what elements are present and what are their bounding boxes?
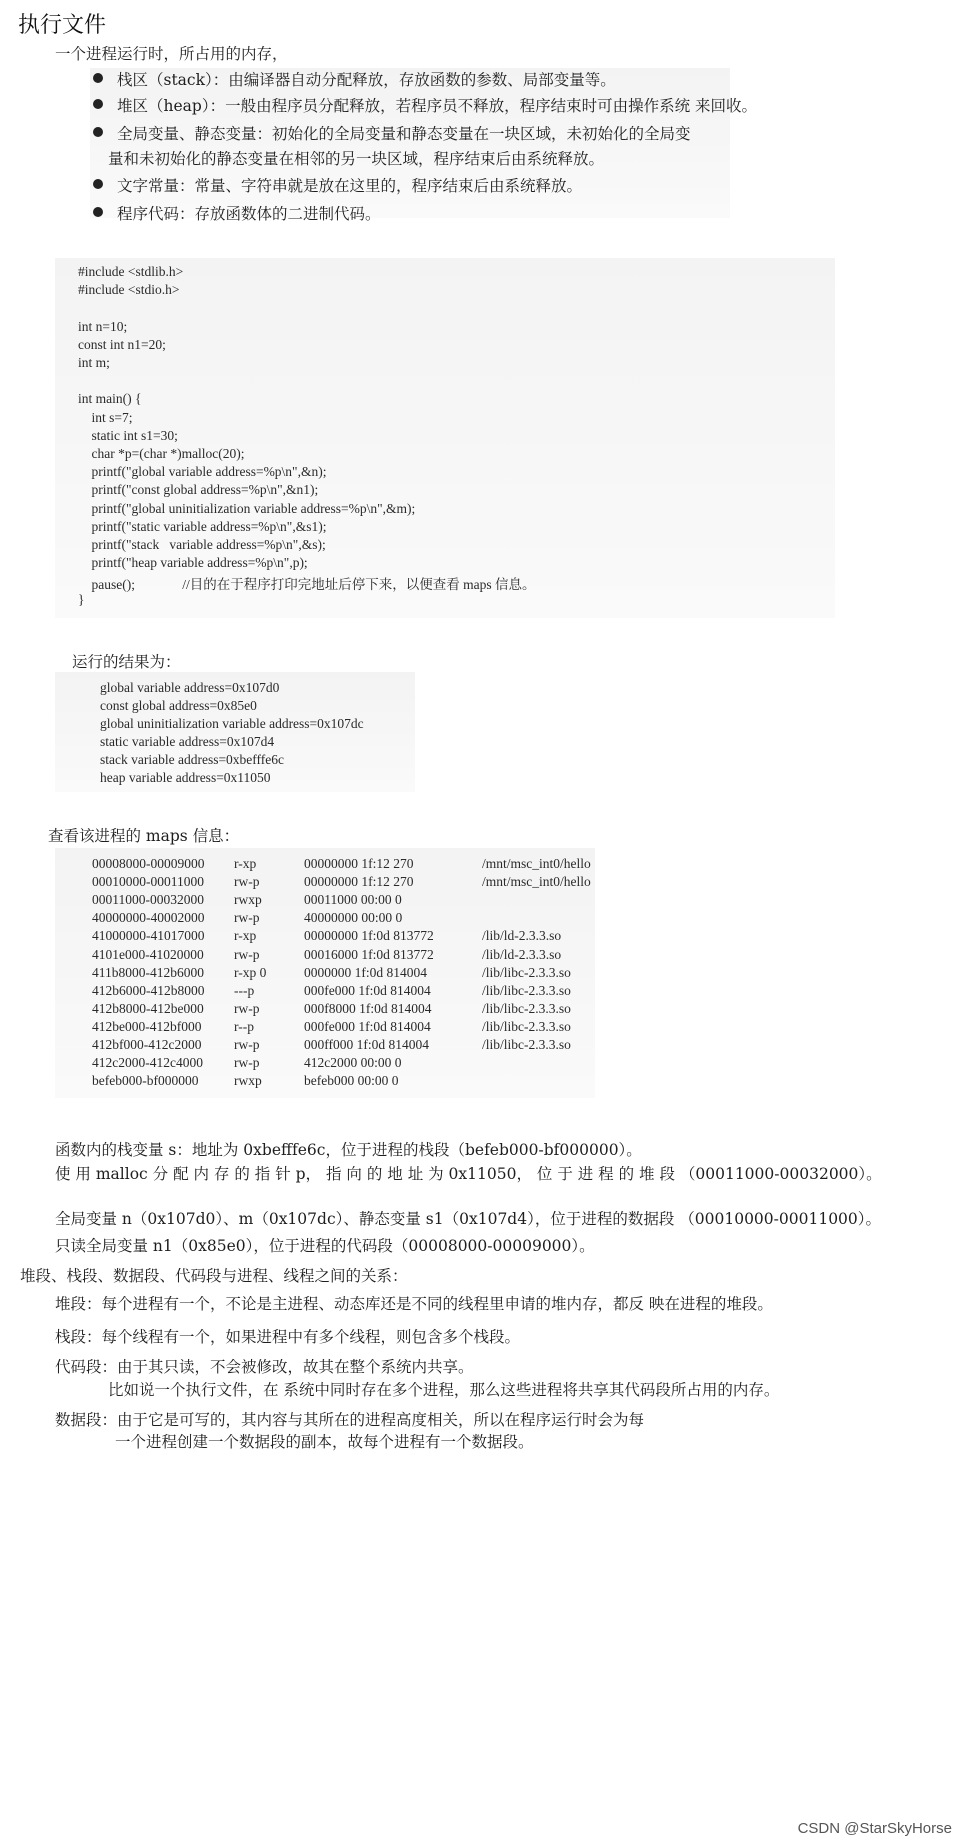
code-line: pause(); //目的在于程序打印完地址后停下来，以便查看 maps 信息。 bbox=[78, 577, 536, 593]
maps-row bbox=[92, 983, 792, 1003]
maps-cell: /lib/libc-2.3.3.so bbox=[482, 1037, 571, 1052]
maps-row bbox=[92, 856, 792, 876]
maps-cell: befeb000-bf000000 bbox=[92, 1073, 199, 1089]
code-line: printf("global uninitialization variable address=%p\n",&m); bbox=[78, 500, 416, 516]
result-line: static variable address=0x107d4 bbox=[100, 734, 275, 749]
bullet-dot-icon bbox=[93, 73, 103, 83]
code-line: printf("static variable address=%p\n",&s1); bbox=[78, 518, 327, 534]
bullet-dot-icon bbox=[93, 99, 103, 109]
bullet-code bbox=[93, 202, 381, 224]
maps-row bbox=[92, 1073, 792, 1093]
maps-cell: 40000000 00:00 0 bbox=[304, 910, 403, 926]
maps-cell: /lib/libc-2.3.3.so bbox=[482, 964, 571, 980]
relation-data-cont: 一个进程创建一个数据段的副本，故每个进程有一个数据段。 bbox=[115, 1433, 534, 1451]
maps-cell: 00000000 1f:12 270 bbox=[304, 856, 414, 871]
code-line: int n=10; bbox=[78, 318, 128, 334]
code-line: #include <stdlib.h> bbox=[78, 264, 184, 279]
maps-cell: /lib/ld-2.3.3.so bbox=[482, 946, 562, 962]
maps-cell: rwxp bbox=[234, 1073, 262, 1089]
maps-cell: /lib/libc-2.3.3.so bbox=[482, 982, 571, 998]
maps-cell: 412be000-412bf000 bbox=[92, 1018, 202, 1034]
maps-cell: rw-p bbox=[234, 1000, 260, 1016]
maps-cell: rw-p bbox=[234, 946, 260, 962]
analysis-data: 全局变量 n（0x107d0）、m（0x107dc）、静态变量 s1（0x107d4），位于进程的数据段 （00010000-00011000）。 bbox=[55, 1210, 882, 1228]
bullet-dot-icon bbox=[93, 127, 103, 137]
code-line: printf("global variable address=%p\n",&n); bbox=[78, 464, 327, 480]
bullet-dot-icon bbox=[93, 179, 103, 189]
code-line: #include <stdio.h> bbox=[78, 282, 180, 298]
watermark-text: CSDN @StarSkyHorse bbox=[797, 1820, 952, 1837]
maps-cell: 00000000 1f:12 270 bbox=[304, 874, 414, 890]
maps-cell: rw-p bbox=[234, 1037, 260, 1052]
code-line: printf("heap variable address=%p\n",p); bbox=[78, 555, 308, 571]
maps-row bbox=[92, 1037, 792, 1057]
maps-cell: 412b6000-412b8000 bbox=[92, 982, 205, 998]
maps-cell: 000fe000 1f:0d 814004 bbox=[304, 982, 431, 998]
maps-cell: 00010000-00011000 bbox=[92, 874, 204, 890]
maps-row bbox=[92, 1055, 792, 1075]
maps-cell: /mnt/msc_int0/hello bbox=[482, 874, 591, 890]
maps-cell: 412b8000-412be000 bbox=[92, 1000, 204, 1016]
bullet-stack bbox=[93, 68, 616, 90]
maps-cell: ---p bbox=[234, 982, 255, 998]
maps-cell: /lib/libc-2.3.3.so bbox=[482, 1000, 571, 1016]
maps-cell: 000f8000 1f:0d 814004 bbox=[304, 1000, 432, 1016]
maps-row bbox=[92, 892, 792, 912]
relation-code: 代码段：由于其只读，不会被修改，故其在整个系统内共享。 bbox=[55, 1358, 474, 1376]
code-line: printf("stack variable address=%p\n",&s); bbox=[78, 537, 326, 552]
maps-cell: 412c2000-412c4000 bbox=[92, 1055, 203, 1071]
result-heading: 运行的结果为： bbox=[72, 653, 181, 671]
bullet-text: 全局变量、静态变量：初始化的全局变量和静态变量在一块区域，未初始化的全局变 bbox=[117, 125, 691, 143]
bullet-heap bbox=[93, 94, 757, 116]
maps-cell: 0000000 1f:0d 814004 bbox=[304, 964, 427, 980]
maps-cell: /lib/libc-2.3.3.so bbox=[482, 1018, 571, 1034]
maps-row bbox=[92, 1019, 792, 1039]
maps-row bbox=[92, 1001, 792, 1021]
maps-row bbox=[92, 928, 792, 948]
maps-cell: 000fe000 1f:0d 814004 bbox=[304, 1018, 431, 1034]
maps-cell: 000ff000 1f:0d 814004 bbox=[304, 1037, 429, 1052]
analysis-heap: 使 用 malloc 分 配 内 存 的 指 针 p， 指 向 的 地 址 为 0x11050， 位 于 进 程 的 堆 段 （00011000-00032000）。 bbox=[55, 1165, 882, 1183]
maps-cell: /lib/ld-2.3.3.so bbox=[482, 928, 562, 944]
maps-cell: 00011000 00:00 0 bbox=[304, 892, 402, 908]
maps-heading: 查看该进程的 maps 信息： bbox=[48, 827, 240, 845]
maps-cell: 412c2000 00:00 0 bbox=[304, 1055, 402, 1071]
result-line: const global address=0x85e0 bbox=[100, 698, 257, 713]
code-line: char *p=(char *)malloc(20); bbox=[78, 446, 245, 461]
bullet-text: 文字常量：常量、字符串就是放在这里的，程序结束后由系统释放。 bbox=[117, 177, 583, 195]
bullet-dot-icon bbox=[93, 207, 103, 217]
maps-cell: 4101e000-41020000 bbox=[92, 946, 204, 962]
maps-cell: 00000000 1f:0d 813772 bbox=[304, 928, 434, 944]
code-line: int s=7; bbox=[78, 409, 133, 425]
maps-cell: 412bf000-412c2000 bbox=[92, 1037, 202, 1052]
code-line: const int n1=20; bbox=[78, 336, 166, 352]
maps-cell: r-xp bbox=[234, 928, 257, 944]
code-line: static int s1=30; bbox=[78, 427, 178, 443]
bullet-global bbox=[93, 122, 691, 144]
maps-cell: 41000000-41017000 bbox=[92, 928, 205, 944]
maps-row bbox=[92, 965, 792, 985]
code-line: int m; bbox=[78, 355, 110, 370]
maps-cell: rw-p bbox=[234, 1055, 260, 1071]
bullet-literal bbox=[93, 174, 582, 196]
relation-heap: 堆段：每个进程有一个，不论是主进程、动态库还是不同的线程里申请的堆内存，都反 映在进程的堆段。 bbox=[55, 1295, 773, 1313]
maps-cell: 00011000-00032000 bbox=[92, 892, 204, 908]
code-line: int main() { bbox=[78, 391, 142, 407]
code-line: printf("const global address=%p\n",&n1); bbox=[78, 482, 319, 498]
result-line: stack variable address=0xbefffe6c bbox=[100, 752, 285, 767]
maps-cell: 00016000 1f:0d 813772 bbox=[304, 946, 434, 962]
code-line: } bbox=[78, 591, 85, 607]
bullet-text: 堆区（heap）：一般由程序员分配释放，若程序员不释放，程序结束时可由操作系统 来回收。 bbox=[117, 97, 757, 115]
maps-cell: rwxp bbox=[234, 892, 262, 908]
maps-cell: rw-p bbox=[234, 874, 260, 890]
maps-cell: /mnt/msc_int0/hello bbox=[482, 856, 591, 871]
maps-cell: rw-p bbox=[234, 910, 260, 926]
relation-heading: 堆段、栈段、数据段、代码段与进程、线程之间的关系： bbox=[20, 1267, 408, 1285]
maps-cell: r-xp 0 bbox=[234, 964, 267, 980]
maps-row bbox=[92, 910, 792, 930]
result-line: heap variable address=0x11050 bbox=[100, 770, 271, 785]
result-line: global uninitialization variable address=0x107dc bbox=[100, 716, 364, 731]
relation-data: 数据段：由于它是可写的，其内容与其所在的进程高度相关，所以在程序运行时会为每 bbox=[55, 1411, 645, 1429]
bullet-global-cont: 量和未初始化的静态变量在相邻的另一块区域，程序结束后由系统释放。 bbox=[108, 150, 605, 168]
maps-cell: r-xp bbox=[234, 856, 257, 871]
maps-cell: befeb000 00:00 0 bbox=[304, 1073, 399, 1089]
maps-cell: 411b8000-412b6000 bbox=[92, 964, 204, 980]
page-title: 执行文件 bbox=[18, 13, 107, 38]
relation-code-cont: 比如说一个执行文件，在 系统中同时存在多个进程，那么这些进程将共享其代码段所占用的内存。 bbox=[108, 1381, 780, 1399]
bullet-text: 栈区（stack）：由编译器自动分配释放，存放函数的参数、局部变量等。 bbox=[117, 71, 616, 89]
analysis-code: 只读全局变量 n1（0x85e0），位于进程的代码段（00008000-00009000）。 bbox=[55, 1237, 595, 1255]
intro-text: 一个进程运行时，所占用的内存， bbox=[55, 45, 288, 63]
bullet-text: 程序代码：存放函数体的二进制代码。 bbox=[117, 205, 381, 223]
analysis-stack: 函数内的栈变量 s：地址为 0xbefffe6c，位于进程的栈段（befeb000-bf000000）。 bbox=[55, 1141, 642, 1159]
maps-row bbox=[92, 947, 792, 967]
maps-cell: 40000000-40002000 bbox=[92, 910, 205, 926]
result-line: global variable address=0x107d0 bbox=[100, 680, 280, 695]
relation-stack: 栈段：每个线程有一个，如果进程中有多个线程，则包含多个栈段。 bbox=[55, 1328, 521, 1346]
maps-cell: r--p bbox=[234, 1018, 254, 1034]
maps-row bbox=[92, 874, 792, 894]
maps-cell: 00008000-00009000 bbox=[92, 856, 205, 871]
